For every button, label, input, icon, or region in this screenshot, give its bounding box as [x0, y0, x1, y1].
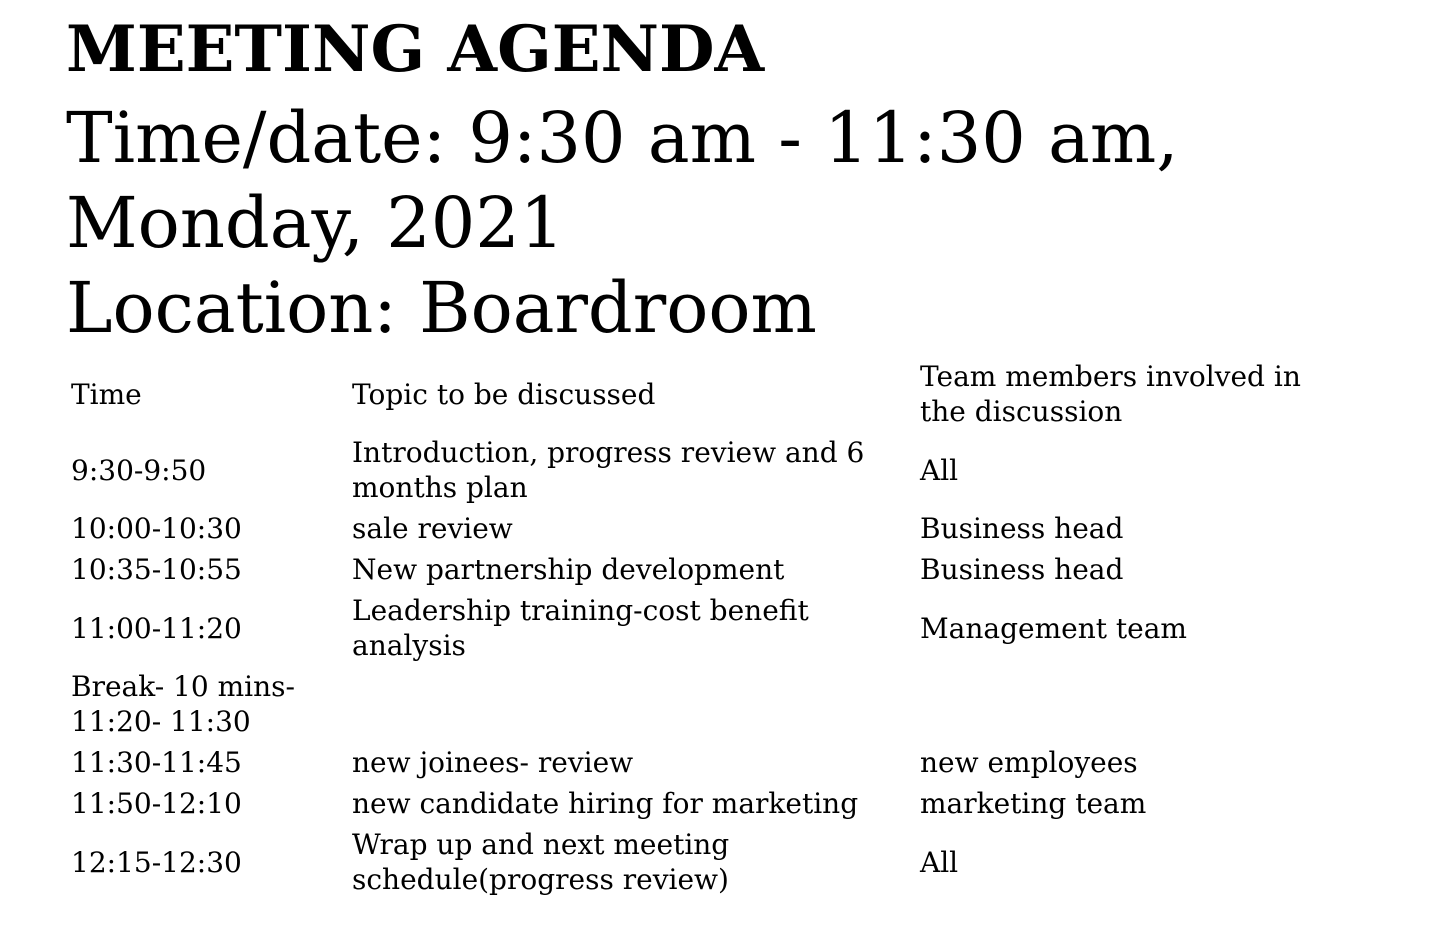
cell-time: 11:00-11:20 [71, 611, 242, 645]
cell-time: Break- 10 mins- 11:20- 11:30 [71, 670, 295, 738]
cell-topic [347, 666, 915, 742]
table-header-row [66, 356, 1325, 432]
agenda-location: Location: Boardroom [66, 267, 817, 349]
cell-time: 11:50-12:10 [71, 787, 242, 820]
header-time: Time [71, 377, 142, 411]
cell-time: 11:30-11:45 [71, 746, 242, 779]
cell-team: Business head [920, 553, 1124, 586]
document-page [66, 0, 1440, 929]
table-row [66, 783, 1325, 824]
header-team: Team members involved in the discussion [920, 360, 1301, 428]
cell-topic: Introduction, progress review and 6 months plan [352, 436, 865, 504]
cell-team: Management team [920, 611, 1187, 645]
table-row [66, 432, 1325, 508]
cell-team: new employees [920, 746, 1138, 779]
table-row [66, 666, 1325, 742]
cell-time: 9:30-9:50 [71, 453, 207, 487]
header-topic: Topic to be discussed [352, 377, 656, 411]
cell-topic: New partnership development [352, 553, 785, 586]
cell-time: 12:15-12:30 [71, 845, 242, 879]
cell-team [915, 666, 1325, 742]
table-row [66, 590, 1325, 666]
agenda-table [66, 356, 1325, 900]
cell-time: 10:00-10:30 [71, 512, 242, 545]
cell-topic: sale review [352, 512, 513, 545]
cell-team: All [920, 845, 959, 879]
cell-team: All [920, 453, 959, 487]
agenda-time-date: Time/date: 9:30 am - 11:30 am, Monday, 2021 [66, 97, 1179, 264]
cell-team: Business head [920, 512, 1124, 545]
cell-time: 10:35-10:55 [71, 553, 242, 586]
cell-topic: Leadership training-cost benefit analysis [352, 594, 809, 662]
agenda-title: MEETING AGENDA [66, 12, 765, 87]
table-row [66, 508, 1325, 549]
cell-topic: new candidate hiring for marketing [352, 787, 859, 820]
cell-topic: new joinees- review [352, 746, 634, 779]
table-row [66, 824, 1325, 900]
cell-team: marketing team [920, 787, 1147, 820]
cell-topic: Wrap up and next meeting schedule(progress review) [352, 828, 730, 896]
table-row [66, 549, 1325, 590]
table-row [66, 742, 1325, 783]
